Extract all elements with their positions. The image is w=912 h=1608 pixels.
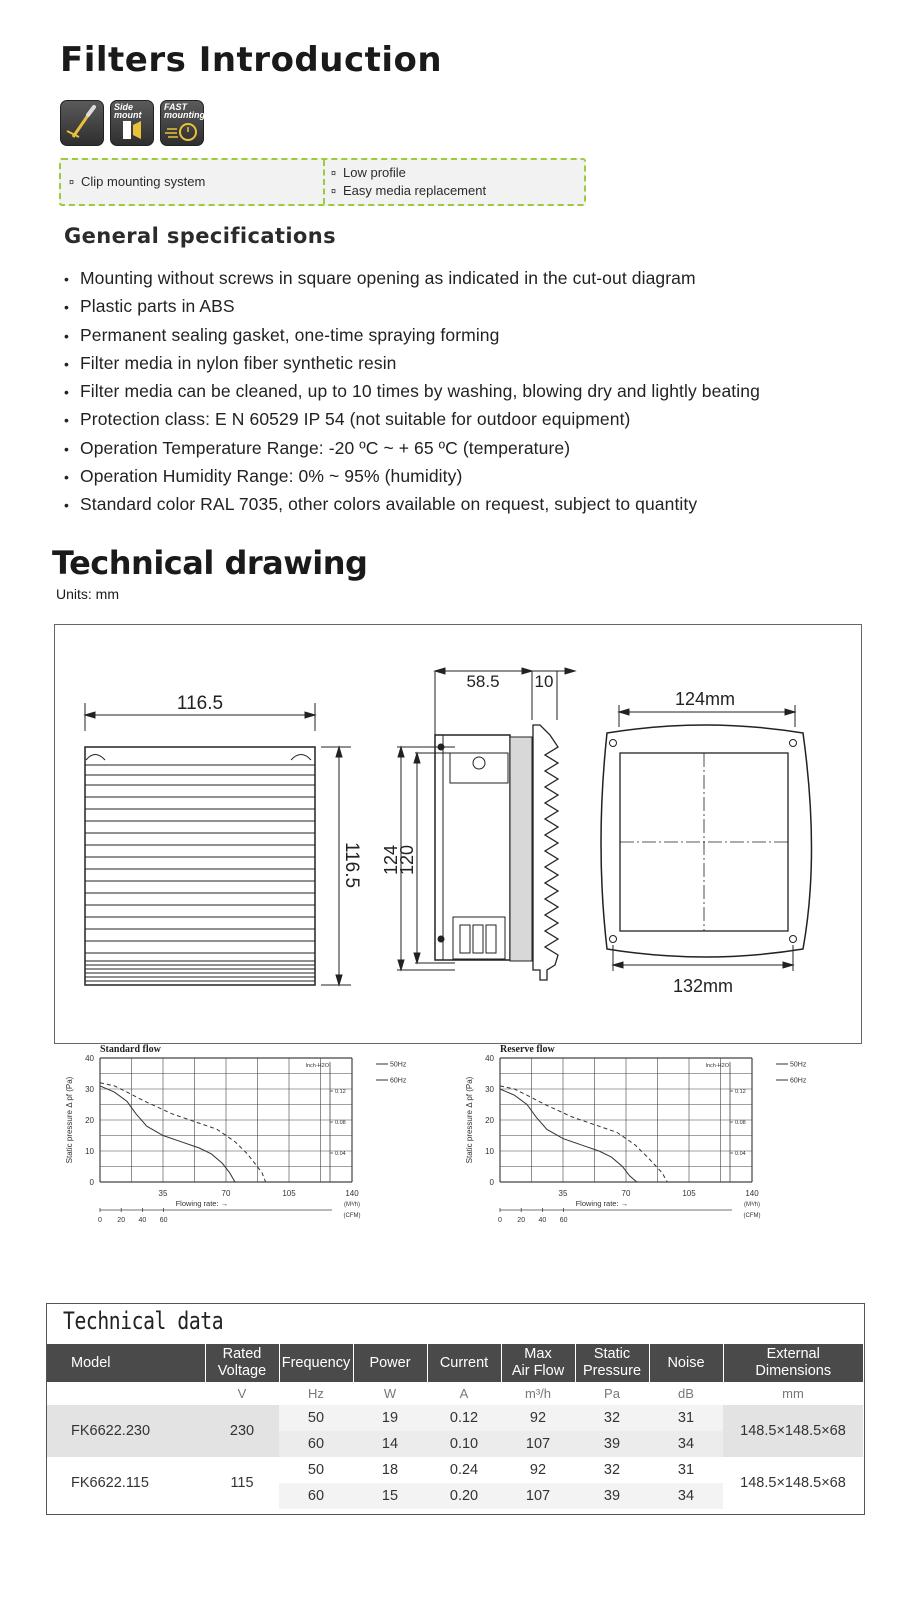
y-tick-label: 0 [89, 1178, 94, 1187]
x-tick-label: 140 [745, 1189, 759, 1198]
table-row: FK6622.115 115 50 18 0.24 92 32 31 148.5×148.5×68 [47, 1457, 863, 1483]
table-row: 60 15 0.20 107 39 34 [47, 1483, 863, 1509]
y-tick-label: 0 [489, 1178, 494, 1187]
y-tick-label: 20 [85, 1116, 94, 1125]
x-tick-label: 140 [345, 1189, 359, 1198]
col-header-voltage: Rated Voltage [205, 1344, 279, 1382]
x-tick-label: 105 [682, 1189, 696, 1198]
y-tick-label: 30 [85, 1085, 94, 1094]
cfm-tick-label: 20 [117, 1217, 126, 1224]
feature-item: ¤ Clip mounting system [69, 174, 206, 189]
cfm-tick-label: 0 [498, 1217, 502, 1224]
cfm-tick-label: 60 [559, 1217, 568, 1224]
y-axis-label: Static pressure Δ pf (Pa) [465, 1076, 474, 1164]
spec-item: • Operation Temperature Range: -20 ºC ~ + 65 ºC (temperature) [64, 437, 571, 458]
col-header-model: Model [47, 1344, 205, 1382]
y-tick-label: 20 [485, 1116, 494, 1125]
units-label: Units: mm [56, 586, 119, 602]
legend-label: 60Hz [790, 1077, 807, 1085]
inch-tick-label: 0.04 [735, 1151, 746, 1157]
front-width-label: 116.5 [176, 693, 224, 714]
cfm-tick-label: 20 [517, 1217, 526, 1224]
inch-axis-title: Inch-H2O [305, 1063, 329, 1069]
cfm-unit-label: (CFM) [743, 1213, 761, 1219]
x-tick-label: 70 [621, 1189, 631, 1198]
chart-title: Reserve flow [500, 1044, 555, 1055]
x-tick-label: 105 [282, 1189, 296, 1198]
x-tick-label: 70 [221, 1189, 231, 1198]
chart-title: Standard flow [100, 1044, 161, 1055]
cfm-tick-label: 0 [98, 1217, 102, 1224]
side-outer-label: 124 [381, 844, 401, 876]
legend-label: 60Hz [390, 1077, 407, 1085]
units-row: V Hz W A m³/h Pa dB mm [237, 1386, 804, 1401]
standard-flow-chart [60, 1044, 440, 1248]
section-heading: General specifications [64, 224, 336, 248]
side-flange-label: 10 [534, 672, 554, 691]
y-tick-label: 10 [485, 1147, 494, 1156]
x-tick-label: 35 [158, 1189, 168, 1198]
feature-item: ¤ Easy media replacement [331, 183, 487, 198]
y-tick-label: 40 [485, 1054, 494, 1063]
spec-item: • Plastic parts in ABS [64, 296, 235, 317]
screwdriver-icon [60, 100, 104, 146]
table-header-row [47, 1344, 863, 1382]
legend-label: 50Hz [790, 1061, 807, 1069]
inch-tick-label: 0.12 [735, 1089, 746, 1095]
section-heading: Technical drawing [52, 544, 368, 582]
table-row: FK6622.230 230 50 19 0.12 92 32 31 148.5×148.5×68 [47, 1405, 863, 1431]
col-header-noise: Noise [649, 1344, 723, 1382]
technical-drawing [54, 624, 862, 1044]
inch-tick-label: 0.08 [735, 1120, 746, 1126]
spec-item: • Standard color RAL 7035, other colors available on request, subject to quantity [64, 494, 698, 515]
col-header-airflow: Max Air Flow [501, 1344, 575, 1382]
col-header-pressure: Static Pressure [575, 1344, 649, 1382]
x-unit-label: (M³/h) [744, 1202, 760, 1208]
features-box [59, 158, 586, 206]
x-axis-label: Flowing rate: → [575, 1199, 629, 1208]
cutout-top-label: 124mm [674, 689, 736, 709]
side-depth-label: 58.5 [466, 672, 500, 691]
spec-item: • Mounting without screws in square opening as indicated in the cut-out diagram [64, 268, 696, 288]
spec-list [64, 264, 760, 519]
y-tick-label: 10 [85, 1147, 94, 1156]
spec-item: • Permanent sealing gasket, one-time spraying forming [64, 324, 500, 345]
spec-item: • Filter media can be cleaned, up to 10 times by washing, blowing dry and lightly beating [64, 381, 760, 402]
side-view [397, 668, 575, 980]
front-height-label: 116.5 [341, 841, 362, 889]
spec-item: • Operation Humidity Range: 0% ~ 95% (humidity) [64, 466, 463, 487]
col-header-frequency: Frequency [279, 1344, 353, 1382]
fast-mounting-icon: FAST mounting [160, 100, 204, 146]
y-tick-label: 40 [85, 1054, 94, 1063]
cfm-tick-label: 60 [159, 1217, 168, 1224]
feature-item: ¤ Low profile [331, 165, 406, 180]
cfm-tick-label: 40 [138, 1217, 147, 1224]
spec-item: • Protection class: E N 60529 IP 54 (not suitable for outdoor equipment) [64, 409, 631, 430]
cutout-bottom-label: 132mm [672, 976, 734, 996]
x-tick-label: 35 [558, 1189, 568, 1198]
inch-tick-label: 0.08 [335, 1120, 346, 1126]
cutout-view [601, 705, 812, 971]
page-title: Filters Introduction [60, 40, 443, 80]
cfm-tick-label: 40 [538, 1217, 547, 1224]
col-header-power: Power [353, 1344, 427, 1382]
x-unit-label: (M³/h) [344, 1202, 360, 1208]
technical-data-table [47, 1344, 863, 1509]
series-line-50hz [500, 1086, 667, 1182]
y-tick-label: 30 [485, 1085, 494, 1094]
spec-item: • Filter media in nylon fiber synthetic resin [64, 352, 397, 373]
reserve-flow-chart [460, 1044, 840, 1248]
col-header-current: Current [427, 1344, 501, 1382]
series-line-50hz [100, 1083, 266, 1182]
inch-axis-title: Inch-H2O [705, 1063, 729, 1069]
inch-tick-label: 0.04 [335, 1151, 346, 1157]
legend-label: 50Hz [390, 1061, 407, 1069]
series-line-60hz [100, 1086, 235, 1182]
cfm-unit-label: (CFM) [343, 1213, 361, 1219]
col-header-dimensions: External Dimensions [723, 1344, 863, 1382]
side-mount-icon: Side mount [110, 100, 154, 146]
front-view [85, 703, 351, 985]
x-axis-label: Flowing rate: → [175, 1199, 229, 1208]
side-inner-label: 120 [397, 844, 417, 876]
table-row: 60 14 0.10 107 39 34 [47, 1431, 863, 1457]
inch-tick-label: 0.12 [335, 1089, 346, 1095]
y-axis-label: Static pressure Δ pf (Pa) [65, 1076, 74, 1164]
technical-data-title: Technical data [63, 1307, 224, 1335]
